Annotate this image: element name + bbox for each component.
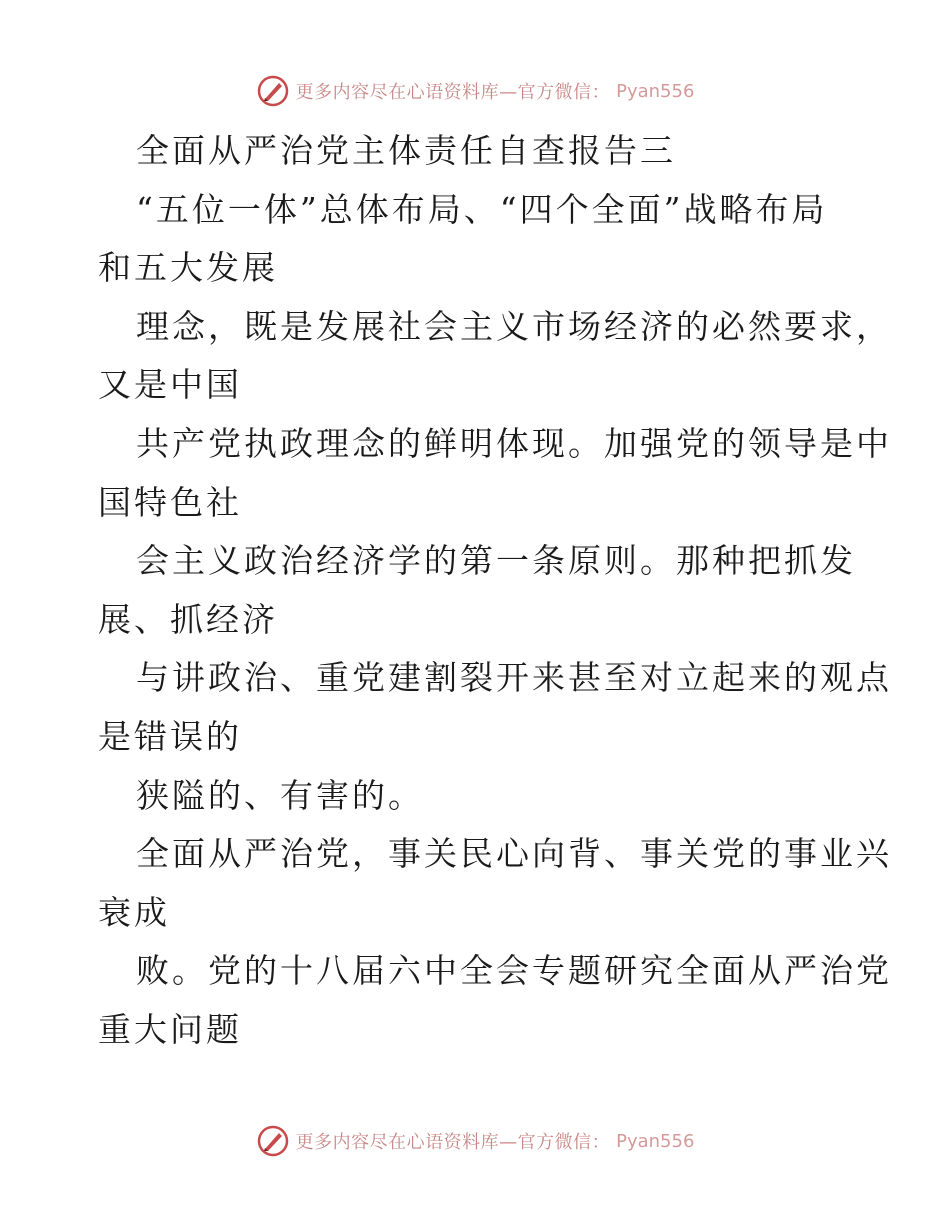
text-line: 理念，既是发展社会主义市场经济的必然要求， bbox=[136, 306, 892, 346]
watermark-text: 更多内容尽在心语资料库—官方微信： bbox=[295, 82, 611, 103]
quill-logo-icon bbox=[256, 74, 290, 108]
text-line: 重大问题 bbox=[98, 1009, 242, 1049]
text-line: 与讲政治、重党建割裂开来甚至对立起来的观点 bbox=[136, 658, 892, 698]
text-line: 衰成 bbox=[98, 892, 170, 932]
text-line: 是错误的 bbox=[98, 716, 242, 756]
paragraph-lines bbox=[98, 181, 892, 1060]
text-line: 共产党执政理念的鲜明体现。加强党的领导是中 bbox=[136, 423, 892, 463]
watermark-wechat-id: Pyan556 bbox=[616, 80, 695, 102]
quill-logo-icon bbox=[256, 1124, 290, 1158]
watermark-wechat-id: Pyan556 bbox=[616, 1130, 695, 1152]
watermark-text: 更多内容尽在心语资料库—官方微信： bbox=[295, 1132, 611, 1153]
text-line: 国特色社 bbox=[98, 482, 242, 522]
header-watermark bbox=[0, 74, 950, 108]
text-line: 展、抓经济 bbox=[98, 599, 278, 639]
text-line: 败。党的十八届六中全会专题研究全面从严治党 bbox=[136, 951, 892, 991]
text-line: 又是中国 bbox=[98, 365, 242, 405]
document-body bbox=[98, 122, 892, 1060]
footer-watermark bbox=[0, 1124, 950, 1158]
text-line: 狭隘的、有害的。 bbox=[136, 775, 424, 815]
document-title: 全面从严治党主体责任自查报告三 bbox=[136, 131, 676, 170]
text-line: 全面从严治党，事关民心向背、事关党的事业兴 bbox=[136, 834, 892, 874]
text-line: 和五大发展 bbox=[98, 248, 278, 288]
text-line: “五位一体”总体布局、“四个全面”战略布局 bbox=[136, 189, 828, 229]
text-line: 会主义政治经济学的第一条原则。那种把抓发 bbox=[136, 541, 856, 581]
